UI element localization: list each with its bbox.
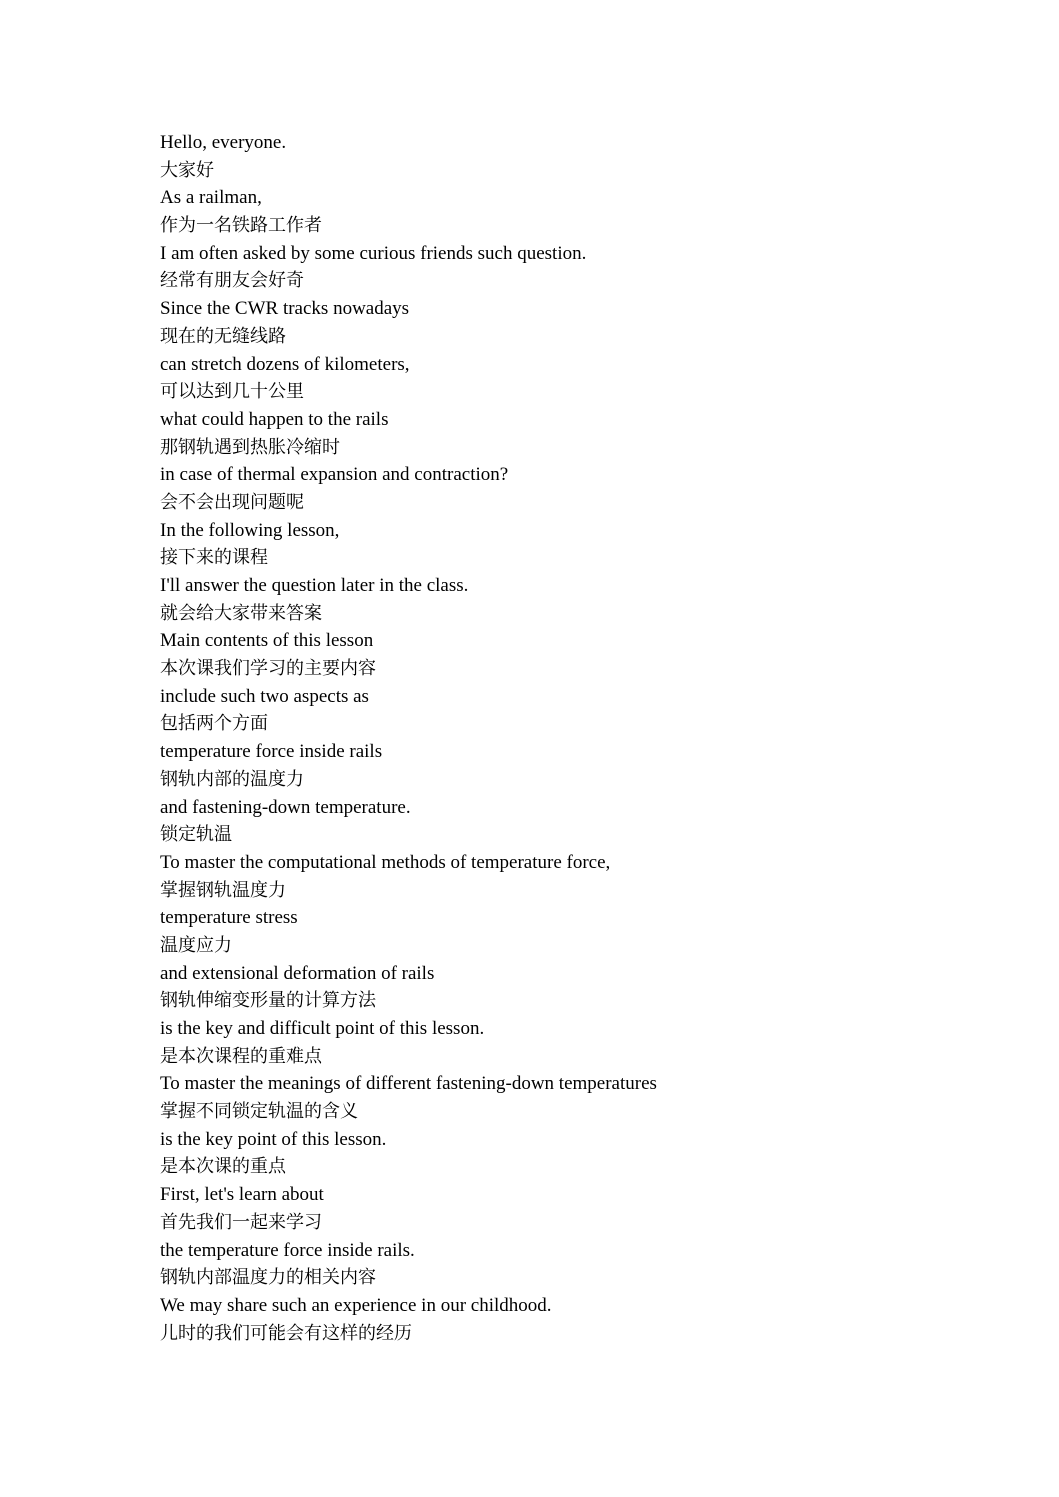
transcript-line-zh: 大家好 [160, 159, 214, 181]
transcript-line-zh: 是本次课程的重难点 [160, 1045, 322, 1067]
transcript-line-zh: 首先我们一起来学习 [160, 1211, 322, 1233]
transcript-line-en: In the following lesson, [160, 519, 340, 541]
transcript-line-zh: 温度应力 [160, 934, 232, 956]
transcript-line-zh: 儿时的我们可能会有这样的经历 [160, 1322, 412, 1344]
transcript-line-zh: 可以达到几十公里 [160, 381, 304, 403]
transcript-line-zh: 会不会出现问题呢 [160, 491, 304, 513]
transcript-lines [160, 129, 920, 1347]
transcript-line-zh: 作为一名铁路工作者 [160, 215, 322, 237]
transcript-line-zh: 是本次课的重点 [160, 1156, 286, 1178]
transcript-line-en: can stretch dozens of kilometers, [160, 353, 410, 375]
transcript-line-zh: 那钢轨遇到热胀冷缩时 [160, 436, 340, 458]
transcript-line-en: As a railman, [160, 187, 262, 209]
transcript-line-en: what could happen to the rails [160, 408, 389, 430]
transcript-line-en: We may share such an experience in our childhood. [160, 1294, 552, 1316]
transcript-line-en: and fastening-down temperature. [160, 796, 411, 818]
transcript-line-en: Hello, everyone. [160, 132, 287, 153]
transcript-line-en: is the key point of this lesson. [160, 1128, 387, 1150]
transcript-line-en: To master the meanings of different fastening-down temperatures [160, 1073, 657, 1095]
transcript-line-zh: 现在的无缝线路 [160, 325, 286, 347]
transcript-line-en: temperature stress [160, 907, 298, 929]
transcript-line-zh: 经常有朋友会好奇 [160, 270, 304, 292]
transcript-line-zh: 掌握不同锁定轨温的含义 [160, 1101, 358, 1123]
transcript-line-zh: 掌握钢轨温度力 [160, 879, 286, 901]
transcript-line-en: is the key and difficult point of this lesson. [160, 1018, 485, 1039]
transcript-line-en: To master the computational methods of temperature force, [160, 851, 611, 873]
transcript-line-en: the temperature force inside rails. [160, 1239, 415, 1261]
transcript-line-en: include such two aspects as [160, 685, 369, 707]
transcript-line-en: Main contents of this lesson [160, 630, 374, 652]
transcript-line-en: First, let's learn about [160, 1184, 324, 1206]
transcript-line-en: in case of thermal expansion and contraction? [160, 464, 509, 486]
transcript-line-zh: 接下来的课程 [160, 547, 268, 569]
transcript-line-zh: 就会给大家带来答案 [160, 602, 322, 624]
transcript-line-zh: 本次课我们学习的主要内容 [160, 658, 376, 680]
transcript-line-en: Since the CWR tracks nowadays [160, 298, 410, 320]
transcript-line-zh: 包括两个方面 [160, 713, 268, 735]
transcript-line-en: I am often asked by some curious friends such question. [160, 242, 587, 264]
transcript-line-zh: 钢轨内部温度力的相关内容 [160, 1267, 376, 1289]
transcript-line-en: and extensional deformation of rails [160, 962, 435, 984]
transcript-line-zh: 锁定轨温 [160, 824, 232, 846]
transcript-line-en: I'll answer the question later in the class. [160, 575, 469, 596]
transcript-line-zh: 钢轨伸缩变形量的计算方法 [160, 990, 376, 1012]
transcript-line-zh: 钢轨内部的温度力 [160, 768, 304, 790]
transcript-line-en: temperature force inside rails [160, 741, 383, 763]
